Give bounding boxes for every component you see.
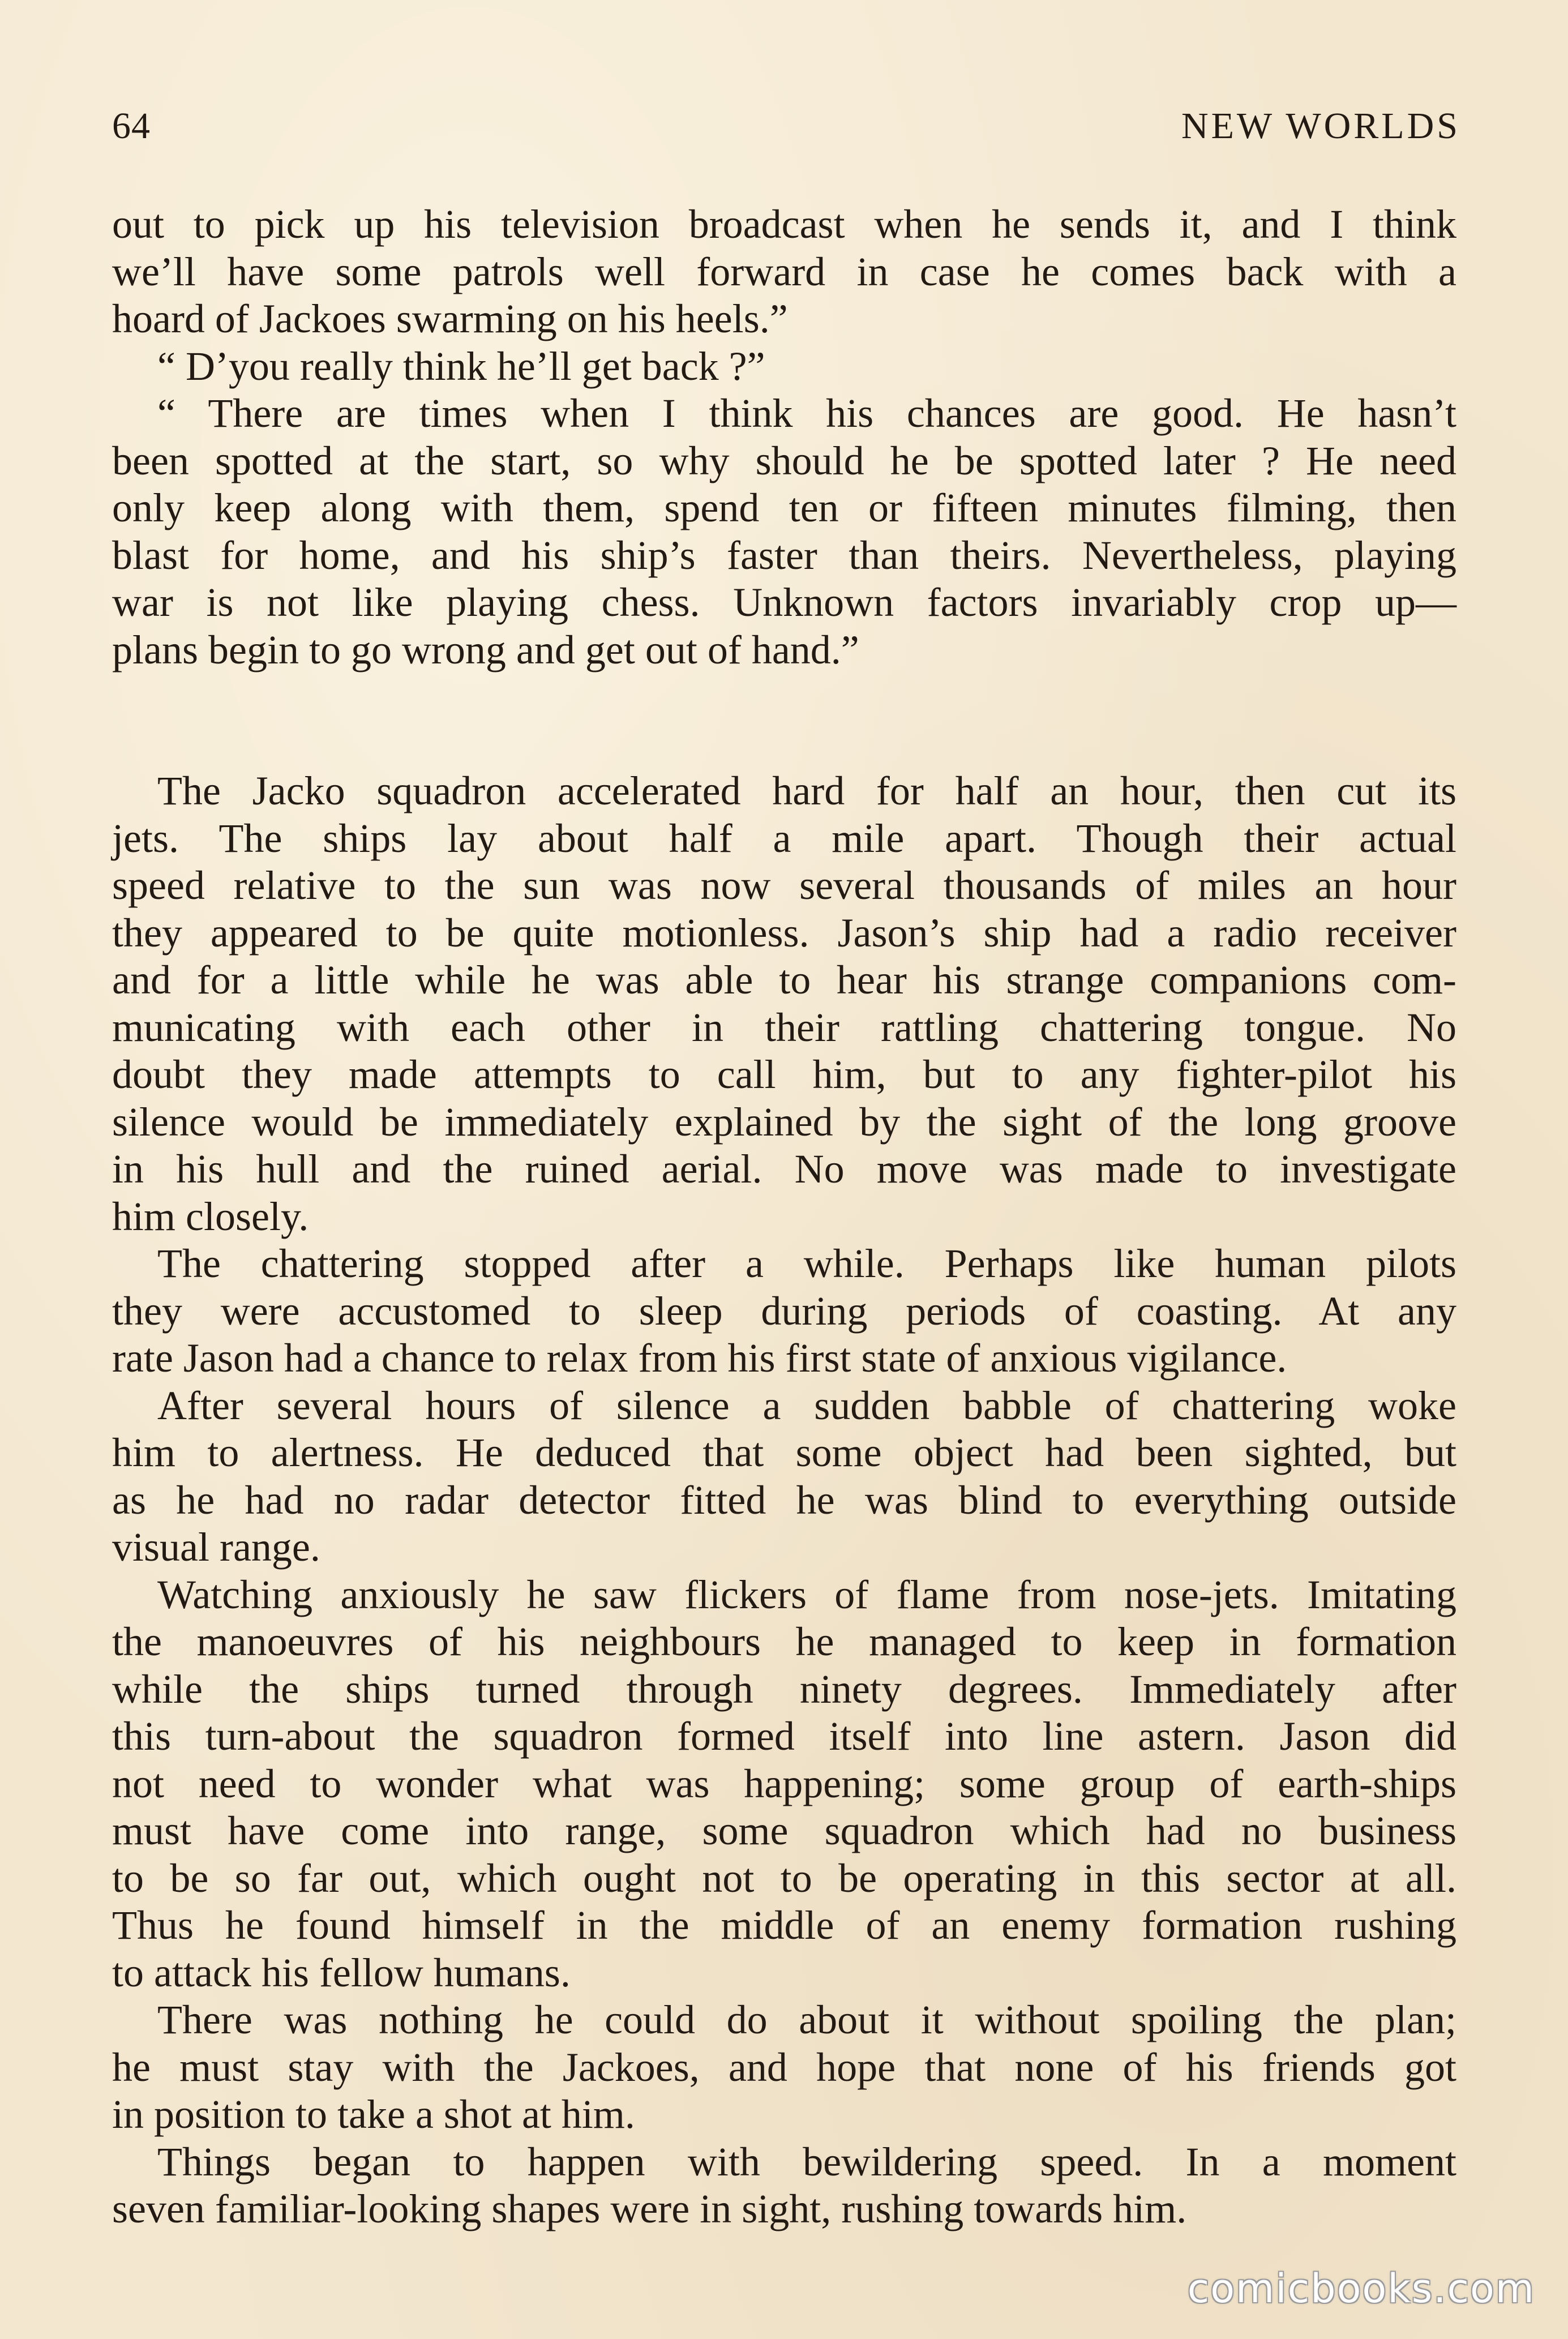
text-line: must have come into range, some squadron which had no business <box>112 1808 1456 1853</box>
text-line: Watching anxiously he saw flickers of flame from nose-jets. Imitating <box>157 1571 1456 1617</box>
text-line: The Jacko squadron accelerated hard for half an hour, then cut its <box>157 768 1456 813</box>
text-line: out to pick up his television broadcast when he sends it, and I think <box>112 202 1456 247</box>
text-line: to be so far out, which ought not to be operating in this sector at all. <box>112 1855 1456 1901</box>
page-header <box>112 93 1460 156</box>
text-line: not need to wonder what was happening; some group of earth-ships <box>112 1760 1456 1806</box>
body-text <box>112 201 1456 2233</box>
paragraph <box>112 1240 1456 1382</box>
paragraph <box>112 1382 1456 1571</box>
running-head: NEW WORLDS <box>1181 105 1460 147</box>
section-dialogue <box>112 201 1456 674</box>
text-line: Things began to happen with bewildering speed. In a moment <box>157 2139 1456 2184</box>
text-line: After several hours of silence a sudden babble of chattering woke <box>157 1382 1456 1428</box>
text-line: “ There are times when I think his chances are good. He hasn’t <box>157 391 1456 436</box>
text-line: as he had no radar detector fitted he was blind to everything outside <box>112 1477 1456 1523</box>
text-line: while the ships turned through ninety degrees. Immediately after <box>112 1666 1456 1712</box>
paragraph <box>112 2139 1456 2233</box>
section-narrative <box>112 768 1456 2233</box>
text-line: this turn-about the squadron formed itself into line astern. Jason did <box>112 1713 1456 1759</box>
text-line: to attack his fellow humans. <box>112 1950 571 1995</box>
text-line: we’ll have some patrols well forward in case he comes back with a <box>112 249 1456 294</box>
paragraph <box>112 201 1456 343</box>
text-line: him closely. <box>112 1193 309 1239</box>
text-line: been spotted at the start, so why should he be spotted later ? He need <box>112 438 1456 483</box>
watermark: comicbooks.com <box>1187 2265 1535 2312</box>
text-line: only keep along with them, spend ten or fifteen minutes filming, then <box>112 485 1456 530</box>
text-line: him to alertness. He deduced that some object had been sighted, but <box>112 1430 1456 1475</box>
text-line: they appeared to be quite motionless. Jason’s ship had a radio receiver <box>112 910 1456 956</box>
paragraph <box>112 768 1456 1240</box>
text-line: There was nothing he could do about it without spoiling the plan; <box>157 1997 1456 2042</box>
text-line: silence would be immediately explained by the sight of the long groove <box>112 1099 1456 1145</box>
section-break <box>112 674 1456 768</box>
paragraph <box>112 343 1456 391</box>
text-line: Thus he found himself in the middle of an enemy formation rushing <box>112 1903 1456 1948</box>
text-line: plans begin to go wrong and get out of hand.” <box>112 627 859 672</box>
text-line: doubt they made attempts to call him, but to any fighter-pilot his <box>112 1052 1456 1097</box>
text-line: in position to take a shot at him. <box>112 2092 635 2137</box>
text-line: rate Jason had a chance to relax from his first state of anxious vigilance. <box>112 1335 1287 1381</box>
text-line: “ D’you really think he’ll get back ?” <box>157 343 765 389</box>
text-line: he must stay with the Jackoes, and hope that none of his friends got <box>112 2044 1456 2090</box>
text-line: blast for home, and his ship’s faster than theirs. Nevertheless, playing <box>112 532 1456 578</box>
paragraph <box>112 390 1456 674</box>
paragraph <box>112 1997 1456 2139</box>
text-line: and for a little while he was able to hear his strange companions com- <box>112 957 1456 1003</box>
page-number: 64 <box>112 105 151 147</box>
text-line: jets. The ships lay about half a mile apart. Though their actual <box>112 815 1456 861</box>
text-line: the manoeuvres of his neighbours he managed to keep in formation <box>112 1619 1456 1664</box>
text-line: seven familiar-looking shapes were in sight, rushing towards him. <box>112 2186 1187 2231</box>
paragraph <box>112 1571 1456 1997</box>
text-line: they were accustomed to sleep during periods of coasting. At any <box>112 1288 1456 1334</box>
text-line: speed relative to the sun was now several thousands of miles an hour <box>112 863 1456 908</box>
text-line: The chattering stopped after a while. Perhaps like human pilots <box>157 1241 1456 1286</box>
text-line: municating with each other in their rattling chattering tongue. No <box>112 1004 1456 1050</box>
text-line: hoard of Jackoes swarming on his heels.” <box>112 296 788 341</box>
text-line: war is not like playing chess. Unknown factors invariably crop up— <box>112 580 1456 625</box>
text-line: in his hull and the ruined aerial. No move was made to investigate <box>112 1146 1456 1192</box>
text-line: visual range. <box>112 1524 320 1570</box>
